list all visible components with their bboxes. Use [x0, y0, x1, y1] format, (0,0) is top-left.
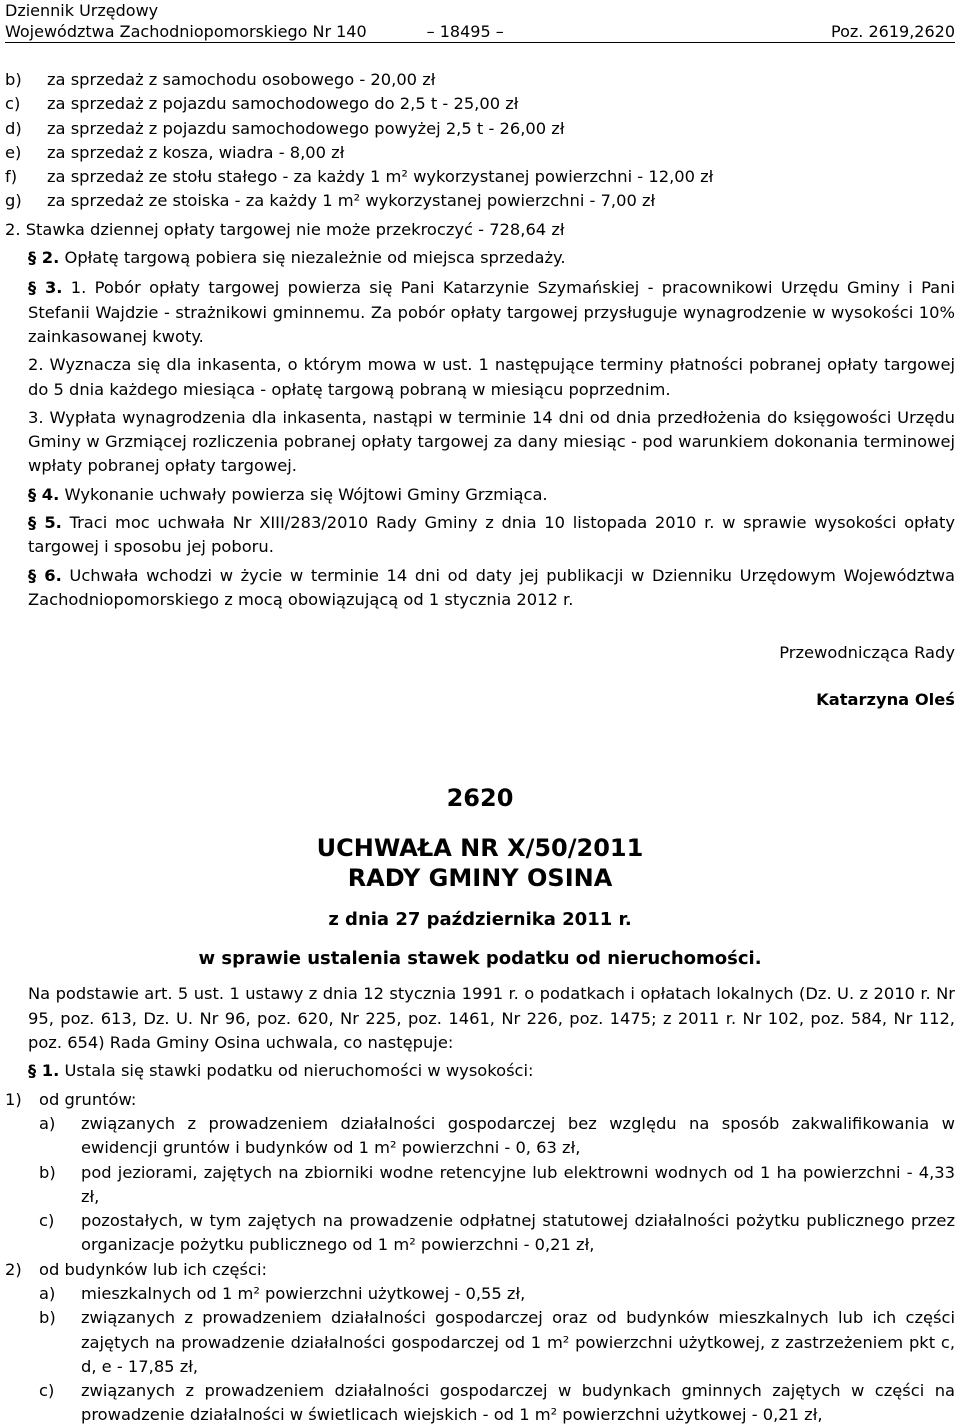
act-title: UCHWAŁA NR X/50/2011 [316, 833, 644, 862]
list-item [5, 92, 955, 116]
section-4 [5, 483, 955, 507]
list-text: od budynków lub ich części: [39, 1259, 267, 1279]
list-label: c) [39, 1211, 55, 1231]
act-subject: w sprawie ustalenia stawek podatku od nieruchomości. [198, 948, 762, 970]
list-label: a) [39, 1113, 56, 1133]
list-item-buildings [5, 1258, 955, 1282]
list-label: d) [5, 118, 22, 138]
section-text: Opłatę targową pobiera się niezależnie od miejsca sprzedaży. [64, 248, 566, 268]
act-position: 2620 [446, 783, 514, 812]
list-item [5, 141, 955, 165]
list-item [5, 68, 955, 92]
signature-role: Przewodnicząca Rady [779, 643, 955, 663]
list-label: a) [39, 1283, 56, 1303]
header-rule [5, 42, 955, 43]
section-number: § 1. [28, 1061, 60, 1081]
section-text: Ustala się stawki podatku od nieruchomości w wysokości: [64, 1061, 534, 1081]
list-item [5, 1282, 955, 1306]
page-header [5, 0, 955, 43]
signature-name: Katarzyna Oleś [816, 689, 955, 709]
position-number: Poz. 2619,2620 [831, 22, 955, 41]
section-number: § 6. [28, 565, 62, 585]
list-label: b) [5, 70, 22, 89]
list-label: b) [39, 1308, 56, 1328]
section-text: Uchwała wchodzi w życie w terminie 14 dni od daty jej publikacji w Dzienniku Urzędowym Województwa Zachodniopomorskiego z mocą obowiązującą od 1 stycznia 2012 r. [28, 565, 955, 609]
section-3-point-2: 2. Wyznacza się dla inkasenta, o którym mowa w ust. 1 następujące terminy płatności pobranej opłaty targowej do 5 dnia każdego miesiąca - opłatę targową pobraną w miesiącu poprzednim. [28, 355, 955, 399]
document-body [5, 68, 955, 1428]
section-3-point-3: 3. Wypłata wynagrodzenia dla inkasenta, nastąpi w terminie 14 dni od dnia przedłożenia do księgowości Urzędu Gminy w Grzmiącej rozliczenia pobranej opłaty targowej za dany miesiąc - pod warunkiem dokonania terminowej wpłaty pobranej opłaty targowej. [28, 407, 955, 476]
list-text: za sprzedaż ze stoiska - za każdy 1 m² wykorzystanej powierzchni - 7,00 zł [47, 191, 656, 211]
list-text: za sprzedaż z samochodu osobowego - 20,00 zł [47, 70, 436, 89]
section-number: § 5. [28, 513, 62, 533]
section-number: § 4. [28, 484, 60, 504]
list-label: 1) [5, 1089, 22, 1109]
section-5 [5, 511, 955, 560]
list-label: 2) [5, 1259, 22, 1279]
list-text: związanych z prowadzeniem działalności gospodarczej oraz od budynków mieszkalnych lub ich części zajętych na prowadzenie działalności gospodarczej od 1 m² powierzchni użytkowej, z zastrzeżeniem pkt c, d, e - 17,85 zł, [81, 1308, 955, 1376]
act-section-1 [5, 1059, 955, 1083]
list-item [5, 189, 955, 213]
list-label: b) [39, 1162, 56, 1182]
list-item [5, 1112, 955, 1161]
list-label: g) [5, 191, 22, 211]
list-label: f) [5, 167, 18, 187]
list-item [5, 165, 955, 189]
journal-title: Dziennik Urzędowy [5, 1, 159, 20]
list-text: za sprzedaż z pojazdu samochodowego powyżej 2,5 t - 26,00 zł [47, 118, 565, 138]
list-item [5, 1379, 955, 1428]
journal-region: Województwa Zachodniopomorskiego Nr 140 [5, 22, 367, 41]
act-preamble: Na podstawie art. 5 ust. 1 ustawy z dnia 12 stycznia 1991 r. o podatkach i opłatach lokalnych (Dz. U. z 2010 r. Nr 95, poz. 613, Dz. U. Nr 96, poz. 620, Nr 225, poz. 1461, Nr 226, poz. 1475; z 2011 r. Nr 102, poz. 584, Nr 112, poz. 654) Rada Gminy Osina uchwala, co następuje: [28, 984, 955, 1053]
list-item [5, 117, 955, 141]
list-text: za sprzedaż ze stołu stałego - za każdy 1 m² wykorzystanej powierzchni - 12,00 zł [47, 167, 714, 187]
list-text: związanych z prowadzeniem działalności gospodarczej bez względu na sposób zakwalifikowania w ewidencji gruntów i budynków od 1 m² powierzchni - 0, 63 zł, [81, 1113, 955, 1158]
list-text: pozostałych, w tym zajętych na prowadzenie odpłatnej statutowej działalności pożytku publicznego przez organizacje pożytku publicznego od 1 m² powierzchni - 0,21 zł, [81, 1211, 955, 1255]
list-label: c) [39, 1381, 55, 1401]
max-rate-paragraph: 2. Stawka dziennej opłaty targowej nie może przekroczyć - 728,64 zł [5, 219, 565, 239]
page-number: – 18495 – [426, 22, 504, 41]
section-3 [5, 276, 955, 349]
list-item [5, 1306, 955, 1379]
act-issuer: RADY GMINY OSINA [347, 863, 613, 892]
list-text: pod jeziorami, zajętych na zbiorniki wodne retencyjne lub elektrowni wodnych od 1 ha powierzchni - 4,33 zł, [81, 1162, 955, 1206]
list-text: związanych z prowadzeniem działalności gospodarczej w budynkach gminnych zajętych w części na prowadzenie działalności w świetlicach wiejskich - od 1 m² powierzchni użytkowej - 0,21 zł, [81, 1381, 955, 1425]
list-item [5, 1161, 955, 1210]
section-number: § 3. [28, 278, 63, 298]
list-text: mieszkalnych od 1 m² powierzchni użytkowej - 0,55 zł, [81, 1283, 526, 1303]
section-text: Wykonanie uchwały powierza się Wójtowi Gminy Grzmiąca. [64, 484, 548, 504]
act-date: z dnia 27 października 2011 r. [328, 908, 632, 930]
section-2 [5, 246, 955, 270]
section-text: 1. Pobór opłaty targowej powierza się Pani Katarzynie Szymańskiej - pracownikowi Urzędu Gminy i Pani Stefanii Wajdzie - strażnikowi gminnemu. Za pobór opłaty targowej przysługuje wynagrodzenie w wysokości 10% zainkasowanej kwoty. [28, 278, 955, 346]
list-item [5, 1209, 955, 1258]
list-label: e) [5, 142, 22, 162]
list-label: c) [5, 94, 21, 114]
list-text: za sprzedaż z kosza, wiadra - 8,00 zł [47, 142, 345, 162]
list-item-grounds [5, 1088, 955, 1112]
list-text: za sprzedaż z pojazdu samochodowego do 2,5 t - 25,00 zł [47, 94, 519, 114]
list-text: od gruntów: [39, 1089, 137, 1109]
section-number: § 2. [28, 248, 60, 268]
section-text: Traci moc uchwała Nr XIII/283/2010 Rady Gminy z dnia 10 listopada 2010 r. w sprawie wysokości opłaty targowej i sposobu jej poboru. [28, 513, 955, 557]
section-6 [5, 564, 955, 613]
rates-list [5, 68, 955, 214]
